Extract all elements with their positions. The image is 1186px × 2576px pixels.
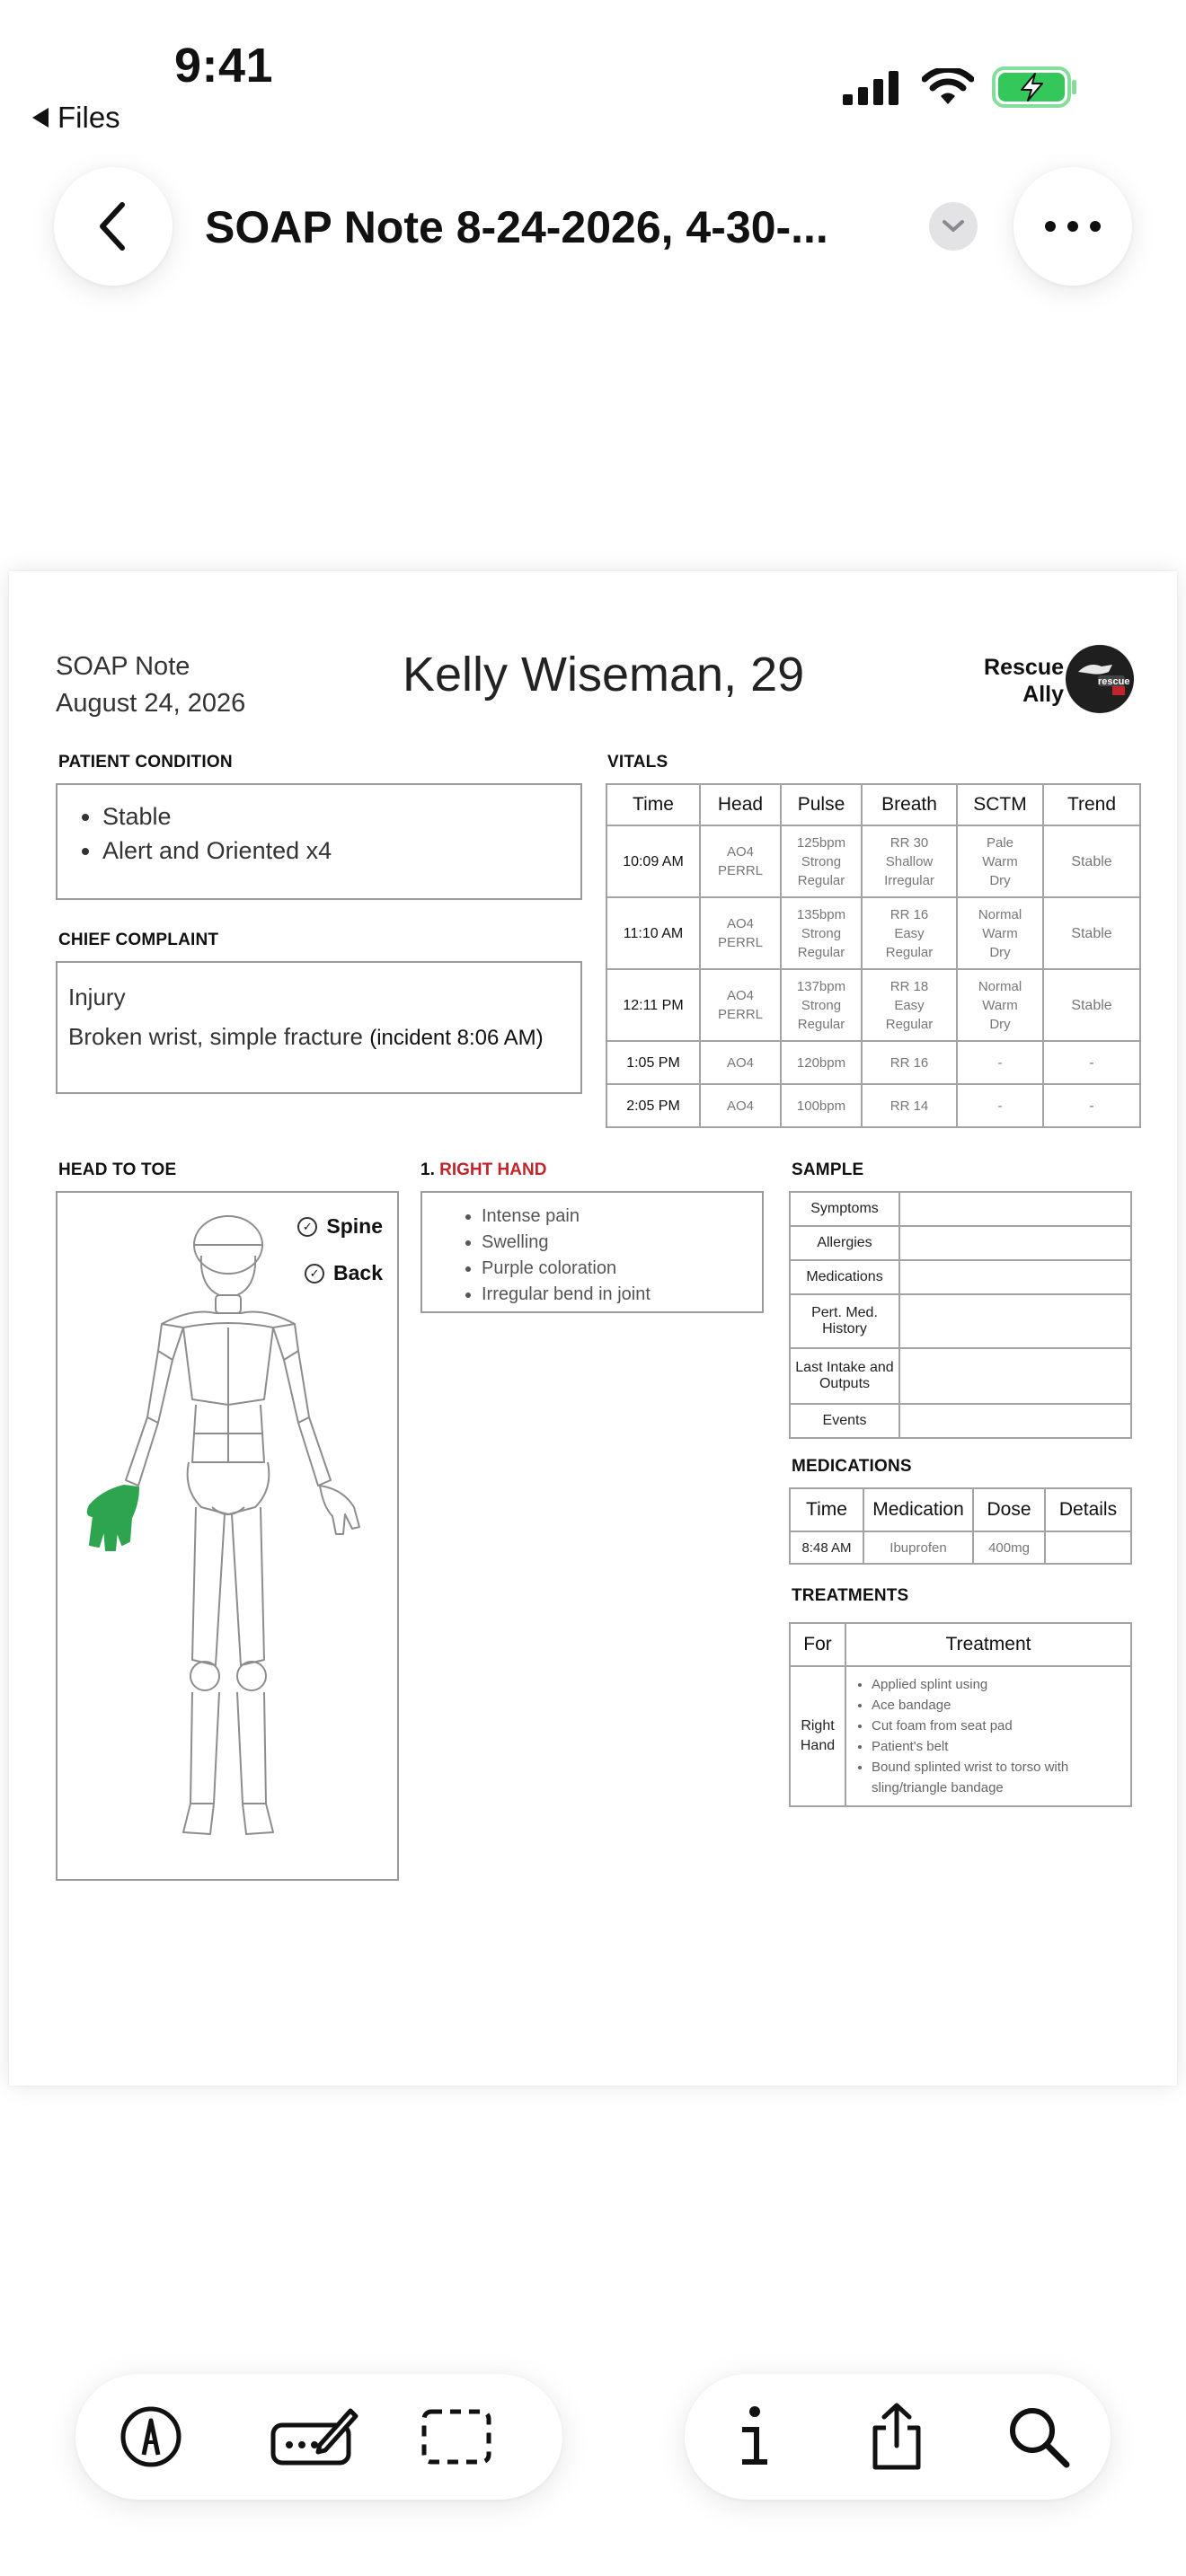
edit-tools-bar: [75, 2374, 562, 2500]
ellipsis-icon: [1044, 220, 1102, 233]
vitals-trend: Stable: [1043, 897, 1140, 969]
vitals-time: 12:11 PM: [606, 969, 700, 1041]
vitals-time: 11:10 AM: [606, 897, 700, 969]
vitals-col-head: Head: [700, 784, 781, 825]
brand-line-2: Ally: [1022, 682, 1064, 707]
patient-condition-list: [83, 785, 580, 868]
treat-col-for: For: [790, 1623, 845, 1666]
patient-condition-heading: PATIENT CONDITION: [58, 753, 233, 772]
vitals-pulse: 135bpm Strong Regular: [781, 897, 862, 969]
vitals-time: 10:09 AM: [606, 825, 700, 897]
treatments-table: [789, 1622, 1132, 1807]
head-to-toe-box: [56, 1191, 399, 1881]
vitals-breath: RR 16: [862, 1041, 957, 1084]
sample-row: [790, 1294, 1131, 1348]
vitals-pulse: 137bpm Strong Regular: [781, 969, 862, 1041]
sample-value: [899, 1294, 1131, 1348]
head-to-toe-heading: HEAD TO TOE: [58, 1160, 177, 1179]
patient-name: Kelly Wiseman, 29: [403, 648, 805, 701]
brand-line-1: Rescue: [984, 655, 1064, 680]
vitals-col-sctm: SCTM: [957, 784, 1043, 825]
sample-label: Symptoms: [790, 1192, 899, 1226]
patient-condition-box: [56, 783, 582, 900]
doc-tools-bar: [685, 2374, 1111, 2500]
vitals-sctm: Pale Warm Dry: [957, 825, 1043, 897]
vitals-row: [606, 1041, 1140, 1084]
spine-label: Spine: [326, 1214, 383, 1238]
med-details: [1045, 1531, 1131, 1564]
chief-complaint-box: [56, 961, 582, 1094]
more-button[interactable]: [1013, 167, 1132, 286]
complaint-line-1: Injury: [68, 984, 126, 1010]
finding-item: • Purple coloration: [482, 1256, 762, 1282]
document-title[interactable]: SOAP Note 8-24-2026, 4-30-...: [205, 202, 828, 252]
sample-table: [789, 1191, 1132, 1439]
vitals-head: AO4: [700, 1041, 781, 1084]
logo-graphic: [1066, 645, 1134, 713]
vitals-trend: Stable: [1043, 969, 1140, 1041]
logo-text: rescue: [1098, 676, 1130, 687]
vitals-heading: VITALS: [607, 753, 668, 772]
search-button[interactable]: [1003, 2401, 1075, 2473]
vitals-row: [606, 1084, 1140, 1127]
select-area-button[interactable]: [420, 2401, 492, 2473]
treatment-row: [790, 1666, 1131, 1806]
back-button[interactable]: [54, 167, 173, 286]
sample-value: [899, 1226, 1131, 1260]
sample-label: Events: [790, 1404, 899, 1438]
vitals-pulse: 120bpm: [781, 1041, 862, 1084]
select-rectangle-icon: [420, 2408, 492, 2466]
condition-item: • Alert and Oriented x4: [102, 834, 580, 868]
vitals-col-breath: Breath: [862, 784, 957, 825]
sample-label: Medications: [790, 1260, 899, 1294]
treat-for: Right Hand: [790, 1666, 845, 1806]
vitals-time: 1:05 PM: [606, 1041, 700, 1084]
sample-heading: SAMPLE: [792, 1160, 864, 1179]
vitals-head: AO4 PERRL: [700, 825, 781, 897]
chief-complaint-heading: CHIEF COMPLAINT: [58, 931, 219, 949]
sample-row: [790, 1226, 1131, 1260]
signature-button[interactable]: [270, 2401, 359, 2473]
finding-item: • Irregular bend in joint: [482, 1282, 762, 1308]
status-icons: [841, 66, 1078, 108]
vitals-row: [606, 969, 1140, 1041]
meds-col-details: Details: [1045, 1488, 1131, 1531]
chevron-down-icon: [942, 219, 965, 234]
vitals-pulse: 100bpm: [781, 1084, 862, 1127]
complaint-line-2: [68, 1017, 570, 1058]
vitals-time: 2:05 PM: [606, 1084, 700, 1127]
brand-name: [970, 654, 1064, 708]
info-icon: [735, 2404, 771, 2469]
sample-label: Pert. Med. History: [790, 1294, 899, 1348]
sample-value: [899, 1260, 1131, 1294]
check-circle-icon: ✓: [305, 1264, 324, 1284]
right-hand-highlight: [88, 1486, 138, 1550]
body-diagram[interactable]: [58, 1193, 397, 1879]
back-to-files-button[interactable]: [32, 101, 120, 135]
sample-value: [899, 1404, 1131, 1438]
vitals-row: [606, 825, 1140, 897]
vitals-trend: -: [1043, 1041, 1140, 1084]
markup-pen-icon: [119, 2404, 183, 2469]
info-button[interactable]: [717, 2401, 789, 2473]
sample-value: [899, 1192, 1131, 1226]
condition-item: • Stable: [102, 799, 580, 834]
finding-item: • Swelling: [482, 1230, 762, 1256]
med-time: 8:48 AM: [790, 1531, 863, 1564]
vitals-col-time: Time: [606, 784, 700, 825]
sample-value: [899, 1348, 1131, 1404]
vitals-table: [606, 783, 1141, 1128]
complaint-description: Broken wrist, simple fracture: [68, 1023, 363, 1050]
document-date: August 24, 2026: [56, 689, 246, 718]
med-name: Ibuprofen: [863, 1531, 973, 1564]
finding-item: • Intense pain: [482, 1204, 762, 1230]
treat-col-treatment: Treatment: [845, 1623, 1131, 1666]
right-hand-box: [420, 1191, 764, 1313]
sample-row: [790, 1260, 1131, 1294]
rescue-ally-logo: [1066, 645, 1134, 713]
back-triangle-icon: [32, 108, 49, 128]
check-circle-icon: ✓: [297, 1217, 317, 1237]
treat-item: • Bound splinted wrist to torso with sling/triangle bandage: [872, 1757, 1125, 1798]
share-icon: [868, 2403, 925, 2471]
meds-col-dose: Dose: [973, 1488, 1045, 1531]
meds-col-time: Time: [790, 1488, 863, 1531]
title-menu-button[interactable]: [929, 202, 978, 251]
status-time: 9:41: [174, 39, 274, 93]
right-hand-heading: [420, 1160, 546, 1180]
sample-row: [790, 1348, 1131, 1404]
share-button[interactable]: [861, 2401, 933, 2473]
vitals-pulse: 125bpm Strong Regular: [781, 825, 862, 897]
markup-button[interactable]: [115, 2401, 187, 2473]
medication-row: [790, 1531, 1131, 1564]
back-app-label: Files: [58, 101, 120, 134]
chevron-left-icon: [95, 199, 131, 253]
vitals-col-pulse: Pulse: [781, 784, 862, 825]
right-hand-label: RIGHT HAND: [439, 1160, 547, 1179]
medications-table: [789, 1487, 1132, 1565]
sample-row: [790, 1192, 1131, 1226]
sample-label: Last Intake and Outputs: [790, 1348, 899, 1404]
chief-complaint-text: [58, 963, 580, 1072]
vitals-trend: -: [1043, 1084, 1140, 1127]
wifi-icon: [922, 68, 974, 106]
search-icon: [1007, 2405, 1070, 2468]
vitals-head: AO4 PERRL: [700, 969, 781, 1041]
vitals-breath: RR 30 Shallow Irregular: [862, 825, 957, 897]
vitals-breath: RR 16 Easy Regular: [862, 897, 957, 969]
vitals-sctm: -: [957, 1041, 1043, 1084]
battery-charging-icon: [992, 66, 1078, 108]
treatments-heading: TREATMENTS: [792, 1586, 909, 1605]
medications-heading: MEDICATIONS: [792, 1457, 912, 1476]
vitals-sctm: Normal Warm Dry: [957, 897, 1043, 969]
back-label: Back: [333, 1261, 383, 1284]
vitals-head: AO4 PERRL: [700, 897, 781, 969]
med-dose: 400mg: [973, 1531, 1045, 1564]
sample-label: Allergies: [790, 1226, 899, 1260]
treat-item: • Cut foam from seat pad: [872, 1716, 1125, 1736]
vitals-breath: RR 14: [862, 1084, 957, 1127]
right-hand-findings: [447, 1193, 762, 1308]
document-type: SOAP Note: [56, 652, 190, 681]
signature-icon: [270, 2405, 359, 2468]
vitals-row: [606, 897, 1140, 969]
pdf-page[interactable]: [9, 571, 1177, 2086]
vitals-col-trend: Trend: [1043, 784, 1140, 825]
vitals-sctm: -: [957, 1084, 1043, 1127]
vitals-sctm: Normal Warm Dry: [957, 969, 1043, 1041]
vitals-breath: RR 18 Easy Regular: [862, 969, 957, 1041]
meds-col-medication: Medication: [863, 1488, 973, 1531]
treat-item: • Patient's belt: [872, 1736, 1125, 1757]
vitals-head: AO4: [700, 1084, 781, 1127]
treat-items: [845, 1666, 1131, 1806]
vitals-trend: Stable: [1043, 825, 1140, 897]
right-hand-number: 1.: [420, 1160, 435, 1179]
sample-row: [790, 1404, 1131, 1438]
incident-time-note: (incident 8:06 AM): [369, 1026, 544, 1050]
treat-item: • Applied splint using: [872, 1674, 1125, 1695]
treat-item: • Ace bandage: [872, 1695, 1125, 1716]
cellular-signal-icon: [841, 69, 904, 105]
